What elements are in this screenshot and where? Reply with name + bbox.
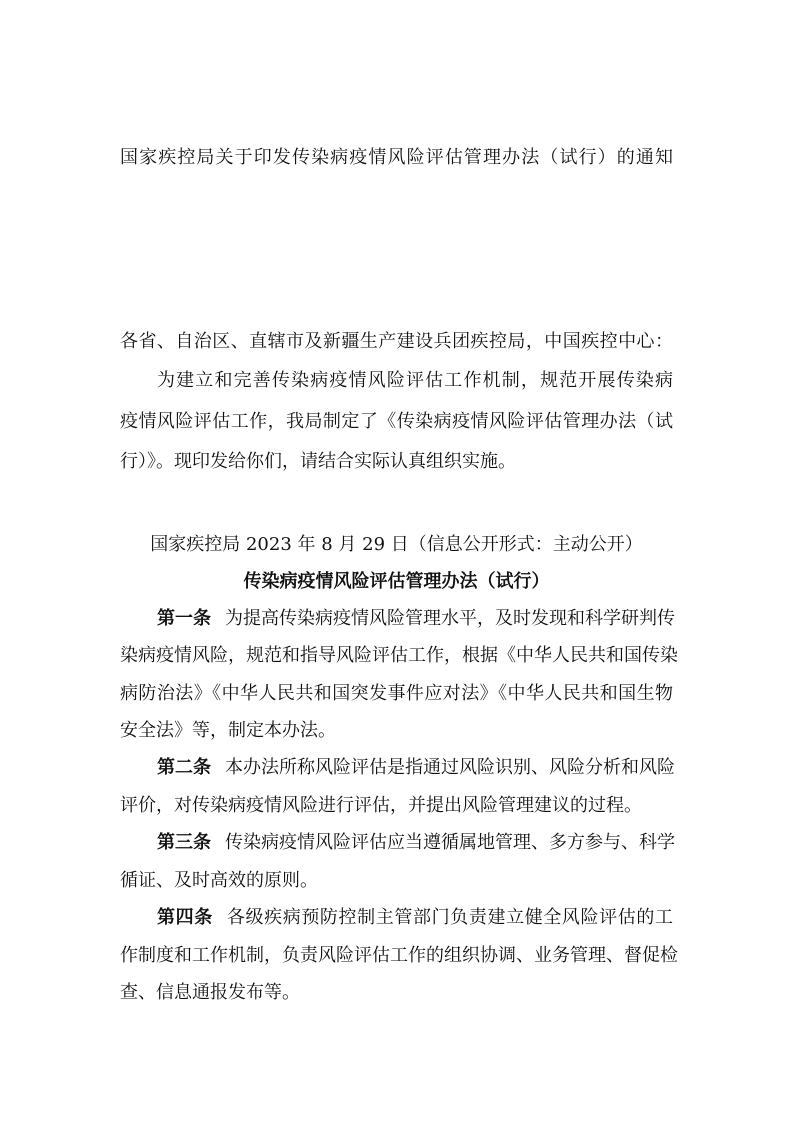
issuer-date-line: 国家疾控局 2023 年 8 月 29 日（信息公开形式：主动公开） bbox=[150, 534, 643, 555]
article-4-line: 查、信息通报发布等。 bbox=[120, 982, 300, 1003]
article-1-line: 染病疫情风险，规范和指导风险评估工作，根据《中华人民共和国传染 bbox=[120, 645, 678, 666]
article-1-line: 第一条 为提高传染病疫情风险管理水平，及时发现和科学研判传 bbox=[157, 608, 675, 629]
article-2-line: 第二条 本办法所称风险评估是指通过风险识别、风险分析和风险 bbox=[157, 757, 675, 778]
article-2-line: 评价，对传染病疫情风险进行评估，并提出风险管理建议的过程。 bbox=[120, 795, 642, 816]
body-line: 疫情风险评估工作，我局制定了《传染病疫情风险评估管理办法（试 bbox=[120, 411, 673, 432]
article-4-line: 第四条 各级疾病预防控制主管部门负责建立健全风险评估的工 bbox=[157, 907, 674, 928]
article-1-line: 安全法》等，制定本办法。 bbox=[120, 720, 336, 741]
body-line: 为建立和完善传染病疫情风险评估工作机制，规范开展传染病 bbox=[157, 370, 673, 391]
article-label: 第三条 bbox=[157, 832, 211, 853]
notice-title: 国家疾控局关于印发传染病疫情风险评估管理办法（试行）的通知 bbox=[120, 147, 673, 168]
body-line: 行）》。现印发给你们，请结合实际认真组织实施。 bbox=[120, 451, 516, 472]
article-1-line: 病防治法》《中华人民共和国突发事件应对法》《中华人民共和国生物 bbox=[120, 683, 673, 704]
article-3-line: 循证、及时高效的原则。 bbox=[120, 870, 318, 891]
article-4-line: 作制度和工作机制，负责风险评估工作的组织协调、业务管理、督促检 bbox=[120, 945, 678, 966]
measures-title: 传染病疫情风险评估管理办法（试行） bbox=[243, 571, 550, 592]
article-label: 第四条 bbox=[157, 907, 213, 928]
article-3-line: 第三条 传染病疫情风险评估应当遵循属地管理、多方参与、科学 bbox=[157, 832, 675, 853]
salutation: 各省、自治区、直辖市及新疆生产建设兵团疾控局，中国疾控中心： bbox=[120, 331, 673, 352]
article-label: 第一条 bbox=[157, 608, 211, 629]
article-label: 第二条 bbox=[157, 757, 211, 778]
